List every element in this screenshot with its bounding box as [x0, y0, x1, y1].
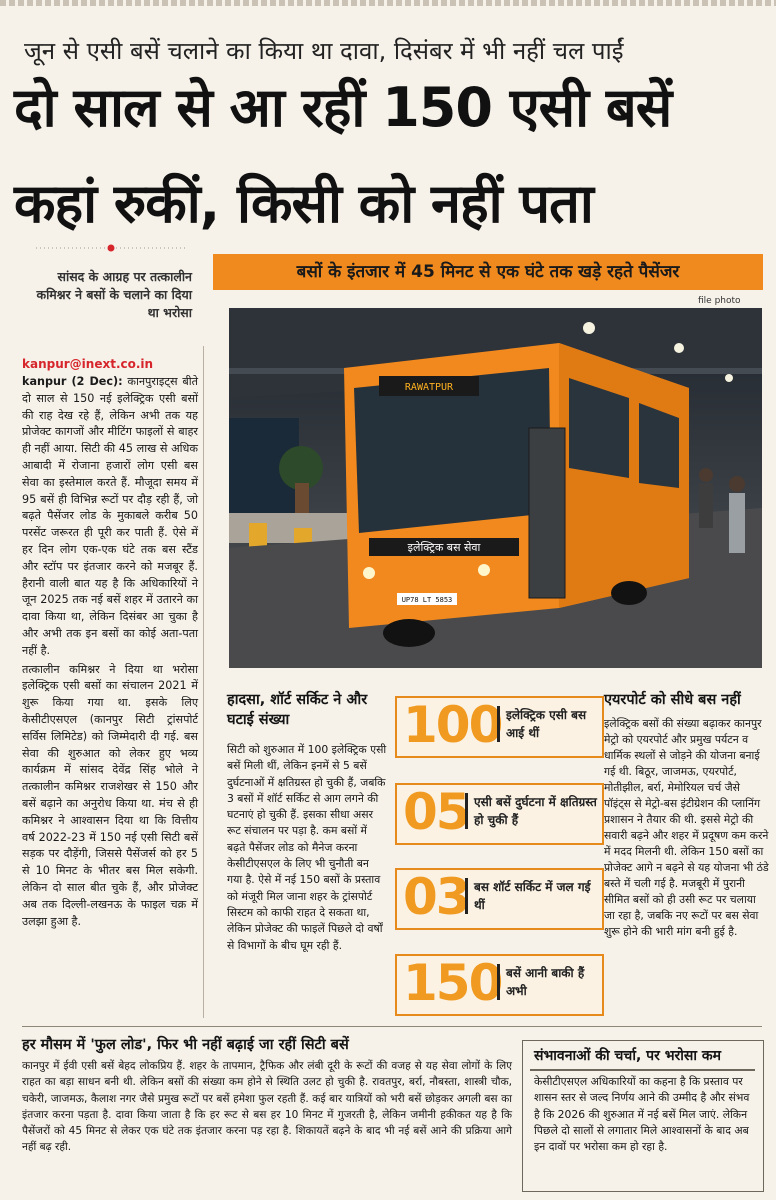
bus-illustration	[229, 308, 762, 668]
bus-photo	[229, 308, 762, 668]
headline-line-1: दो साल से आ रहीं 150 एसी बसें	[14, 76, 672, 139]
stat-number: 100	[403, 696, 502, 754]
dateline: kanpur (2 Dec):	[22, 375, 123, 388]
bottom-body: कानपुर में ईवी एसी बसें बेहद लोकप्रिय हैं. शहर के तापमान, ट्रैफिक और लंबी दूरी के रूटों की वजह से यह सेवा लोगों के लिए राहत का बड़ा साधन बनी थी. लेकिन बसों की संख्या कम होने से स्थिति उलट हो चुकी है. रावतपुर, बर्रा, नौबस्ता, शास्त्री चौक, चकेरी, जाजमऊ, कैलाश नगर जैसे प्रमुख रूटों पर बसें हमेशा फुल रहती हैं. कई बार यात्रियों को भरी बसें छोड़कर अगली बस का इंतजार करना पड़ता है. दावा किया जाता है कि हर रूट से बस हर 10 मिनट में गुजरती है, लेकिन जमीनी हकीकत यह है कि पैसेंजरों को 45 मिनट से लेकर एक घंटे तक इंतजार करना पड़ रहा है. शिकायतें बढ़ने के बाद भी नई बसें आने की प्रक्रिया आगे नहीं बढ़ रही.	[22, 1060, 512, 1154]
bus-sign: इलेक्ट्रिक बस सेवा	[407, 541, 481, 554]
stat-label: बसें आनी बाकी हैं अभी	[497, 964, 602, 1000]
sidebox-body: केसीटीएसएल अधिकारियों का कहना है कि प्रस्ताव पर शासन स्तर से जल्द निर्णय आने की उम्मीद है और संभव है कि 2026 की शुरुआत में नई बसें मिल जाएं. लेकिन पिछले दो सालों से लगातार मिले आश्वासनों के बाद अब इन दावों पर भरोसा कम हो रहा है.	[534, 1075, 750, 1154]
column-divider	[203, 346, 204, 1018]
bottom-heading: हर मौसम में 'फुल लोड', फिर भी नहीं बढ़ाई जा रहीं सिटी बसें	[22, 1037, 349, 1053]
stat-number: 03	[403, 868, 469, 926]
photo-caption-bar: बसों के इंतजार में 45 मिनट से एक घंटे तक खड़े रहते पैसेंजर	[213, 254, 763, 290]
bottom-rule	[22, 1026, 762, 1027]
left-paragraph-1: कानपुराइट्स बीते दो साल से 150 नई इलेक्ट्रिक एसी बसों की राह देख रहे हैं, लेकिन अभी तक यह प्रोजेक्ट कागजों और मीटिंग फाइलों से बाहर ही नहीं आया. सिटी की 45 लाख से अधिक आबादी में रोजाना हजारों लोग एसी बस सेवा का इस्तेमाल करते हैं. मौजूदा समय में 95 बसें ही विभिन्न रूटों पर दौड़ रही हैं, जो बढ़ते पैसेंजर लोड के मुकाबले करीब 50 परसेंट जरूरत ही पूरी कर पाती हैं. ऐसे में हर दिन लोग एक-एक घंटे तक बस स्टैंड और स्टॉप पर इंतजार करने को मजबूर हैं. हैरानी वाली बात यह है कि अधिकारियों ने जून 2025 तक नई बसें शहर में उतारने का दावा किया था, लेकिन दिसंबर आ चुका है और अभी तक इन बसों का कोई अता-पता नहीं है.	[22, 375, 198, 657]
stat-box-1	[395, 696, 604, 758]
stat-label: बस शॉर्ट सर्किट में जल गई थीं	[465, 878, 602, 914]
stat-label: एसी बसें दुर्घटना में क्षतिग्रस्त हो चुकी हैं	[465, 793, 602, 829]
stat-box-4	[395, 954, 604, 1016]
stat-number: 150	[403, 954, 502, 1012]
kicker: जून से एसी बसें चलाने का किया था दावा, दिसंबर में भी नहीं चल पाईं	[24, 37, 624, 65]
mid-section-body: सिटी को शुरुआत में 100 इलेक्ट्रिक एसी बसें मिली थीं, लेकिन इनमें से 5 बसें दुर्घटनाओं में क्षतिग्रस्त हो चुकी हैं, जबकि 3 बसों में शॉर्ट सर्किट से आग लगने की घटनाएं हो चुकी हैं. इसका सीधा असर रूट संचालन पर पड़ा है. कम बसों में बढ़ते पैसेंजर लोड को मैनेज करना केसीटीएसएल के लिए भी चुनौती बन गया है. ऐसे में नई 150 बसों के प्रस्ताव को मंजूरी मिल जाना शहर के ट्रांसपोर्ट सिस्टम को काफी राहत दे सकता था, लेकिन प्रोजेक्ट की फाइलें पिछले दो वर्षों से विभागों के बीच घूम रही हैं.	[227, 743, 387, 952]
right-section-heading: एयरपोर्ट को सीधे बस नहीं	[604, 692, 741, 708]
subheadline: सांसद के आग्रह पर तत्कालीन कमिश्नर ने बसों के चलाने का दिया था भरोसा	[36, 269, 192, 320]
right-section-body: इलेक्ट्रिक बसों की संख्या बढ़ाकर कानपुर मेट्रो को एयरपोर्ट और प्रमुख पर्यटन व धार्मिक स्थलों से जोड़ने की योजना बनाई गई थी. बिठूर, जाजमऊ, एयरपोर्ट, मोतीझील, बर्रा, मेमोरियल चर्च जैसे पॉइंट्स से मेट्रो-बस इंटीग्रेशन की प्लानिंग प्रशासन ने तैयार की थी. इससे मेट्रो की सवारी बढ़ने और शहर में प्रदूषण कम करने में मदद मिलनी थी. लेकिन 150 बसों का प्रोजेक्ट आगे न बढ़ने से यह योजना भी ठंडे बस्ते में चली गई है. मजबूरी में पुरानी सीमित बसों को ही उसी रूट पर चलाया जा रहा है, जबकि नए रूटों पर बस सेवा शुरू होने की भारी मांग बनी हुई है.	[604, 717, 769, 938]
separator-dots	[36, 244, 186, 252]
sidebox-heading: संभावनाओं की चर्चा, पर भरोसा कम	[534, 1048, 721, 1064]
stat-box-3	[395, 868, 604, 930]
left-paragraph-2: तत्कालीन कमिश्नर ने दिया था भरोसा इलेक्ट्रिक एसी बसों का संचालन 2021 में शुरू किया गया था. इसके लिए केसीटीएसएल (कानपुर सिटी ट्रांसपोर्ट सर्विस लिमिटेड) को जिम्मेदारी दी गई. बस सेवा की शुरुआत को लेकर हुए भव्य कार्यक्रम में सांसद देवेंद्र सिंह भोले ने तत्कालीन कमिश्नर राजशेखर से 150 और बसें बढ़ाने का अनुरोध किया था. मंच से ही कमिश्नर ने आश्वासन दिया था कि वित्तीय वर्ष 2022-23 में 150 नई एसी सिटी बसें सड़क पर दौड़ेंगी, जिससे पैसेंजर्स को हर 5 से 10 मिनट के भीतर बस मिल सकेगी. लेकिन दो साल बीत चुके हैं, और प्रोजेक्ट अब तक दिल्ली-लखनऊ के फाइल चक्र में उलझा हुआ है.	[22, 662, 198, 928]
license-plate: UP78 LT 5853	[401, 596, 453, 604]
left-article-body	[22, 374, 198, 932]
headline-line-2: कहां रुकीं, किसी को नहीं पता	[14, 172, 593, 235]
reporter-email[interactable]: kanpur@inext.co.in	[22, 357, 154, 371]
mid-section-heading: हादसा, शॉर्ट सर्किट ने और घटाई संख्या	[227, 692, 368, 728]
stat-label: इलेक्ट्रिक एसी बस आई थीं	[497, 706, 602, 742]
stat-box-2	[395, 783, 604, 845]
top-rule	[0, 0, 776, 6]
sidebox-rule	[530, 1069, 755, 1071]
photo-credit: file photo	[698, 296, 741, 306]
destination-display: RAWATPUR	[404, 382, 454, 393]
stat-number: 05	[403, 783, 469, 841]
